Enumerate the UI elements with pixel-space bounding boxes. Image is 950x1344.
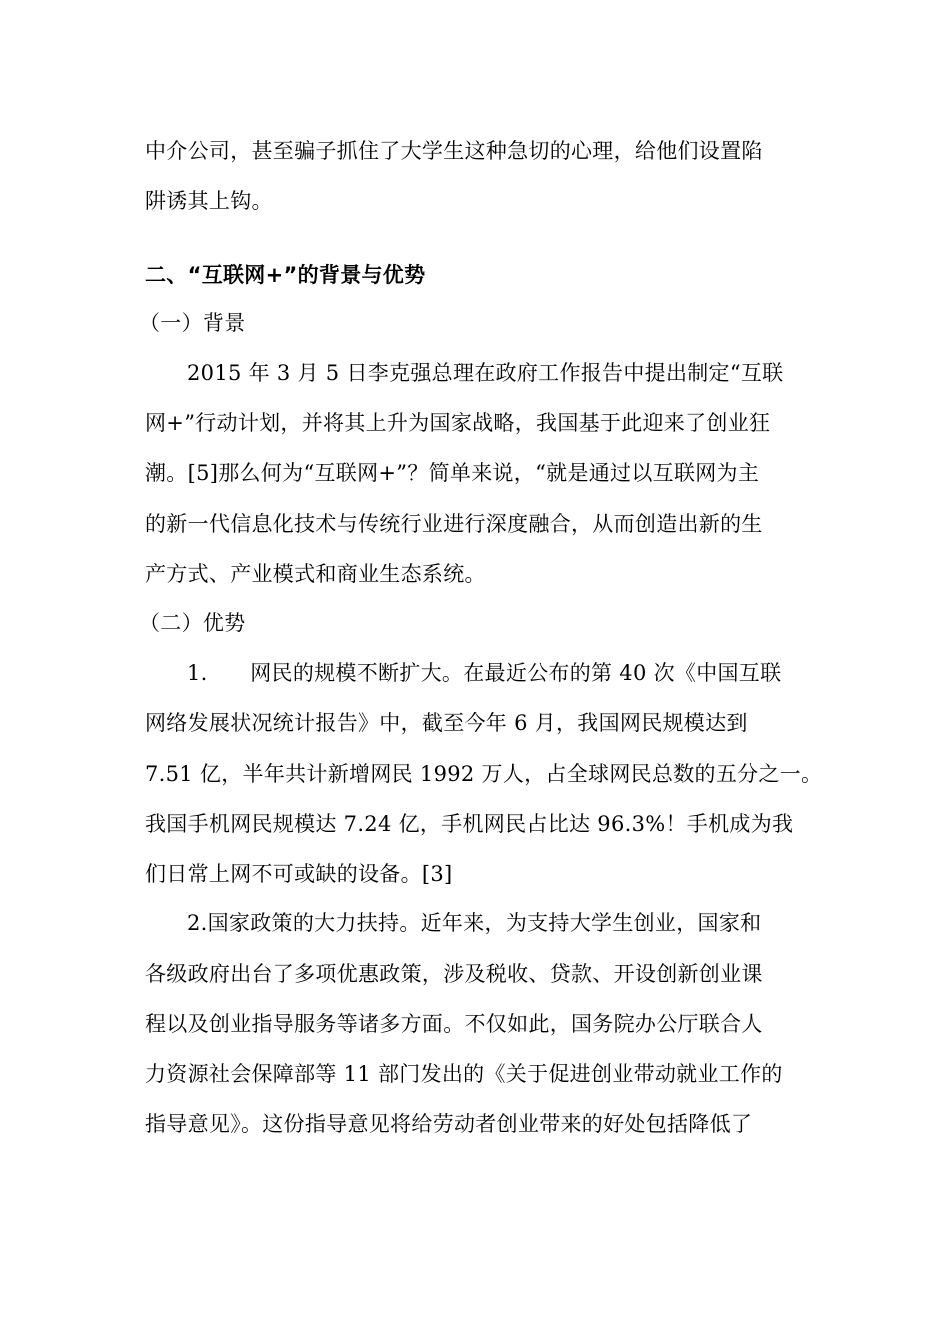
subsection-heading: （一）背景 [139, 311, 246, 335]
subsection-heading: （二）优势 [139, 611, 246, 635]
paragraph-line: 1. 网民的规模不断扩大。在最近公布的第 40 次《中国互联 [187, 661, 782, 685]
paragraph-line: 中介公司，甚至骗子抓住了大学生这种急切的心理，给他们设置陷 [145, 139, 763, 163]
paragraph-line: 力资源社会保障部等 11 部门发出的《关于促进创业带动就业工作的 [145, 1062, 783, 1086]
paragraph-line: 网+”行动计划，并将其上升为国家战略，我国基于此迎来了创业狂 [145, 411, 771, 435]
paragraph-line: 潮。[5]那么何为“互联网+”？简单来说，“就是通过以互联网为主 [145, 461, 760, 485]
paragraph-line: 我国手机网民规模达 7.24 亿，手机网民占比达 96.3%！手机成为我 [145, 812, 794, 836]
paragraph-line: 2.国家政策的大力扶持。近年来，为支持大学生创业，国家和 [187, 911, 762, 935]
paragraph-line: 2015 年 3 月 5 日李克强总理在政府工作报告中提出制定“互联 [187, 361, 784, 385]
paragraph-line: 们日常上网不可或缺的设备。[3] [145, 862, 453, 886]
paragraph-line: 程以及创业指导服务等诸多方面。不仅如此，国务院办公厅联合人 [145, 1012, 763, 1036]
paragraph-line: 的新一代信息化技术与传统行业进行深度融合，从而创造出新的生 [145, 512, 763, 536]
paragraph-line: 指导意见》。这份指导意见将给劳动者创业带来的好处包括降低了 [145, 1112, 753, 1136]
paragraph-line: 产方式、产业模式和商业生态系统。 [145, 562, 486, 586]
paragraph-line: 阱诱其上钩。 [145, 189, 273, 213]
paragraph-line: 7.51 亿，半年共计新增网民 1992 万人，占全球网民总数的五分之一。 [145, 762, 823, 786]
section-heading: 二、“互联网+”的背景与优势 [145, 263, 426, 287]
paragraph-line: 网络发展状况统计报告》中，截至今年 6 月，我国网民规模达到 [145, 711, 748, 735]
paragraph-line: 各级政府出台了多项优惠政策，涉及税收、贷款、开设创新创业课 [145, 962, 763, 986]
